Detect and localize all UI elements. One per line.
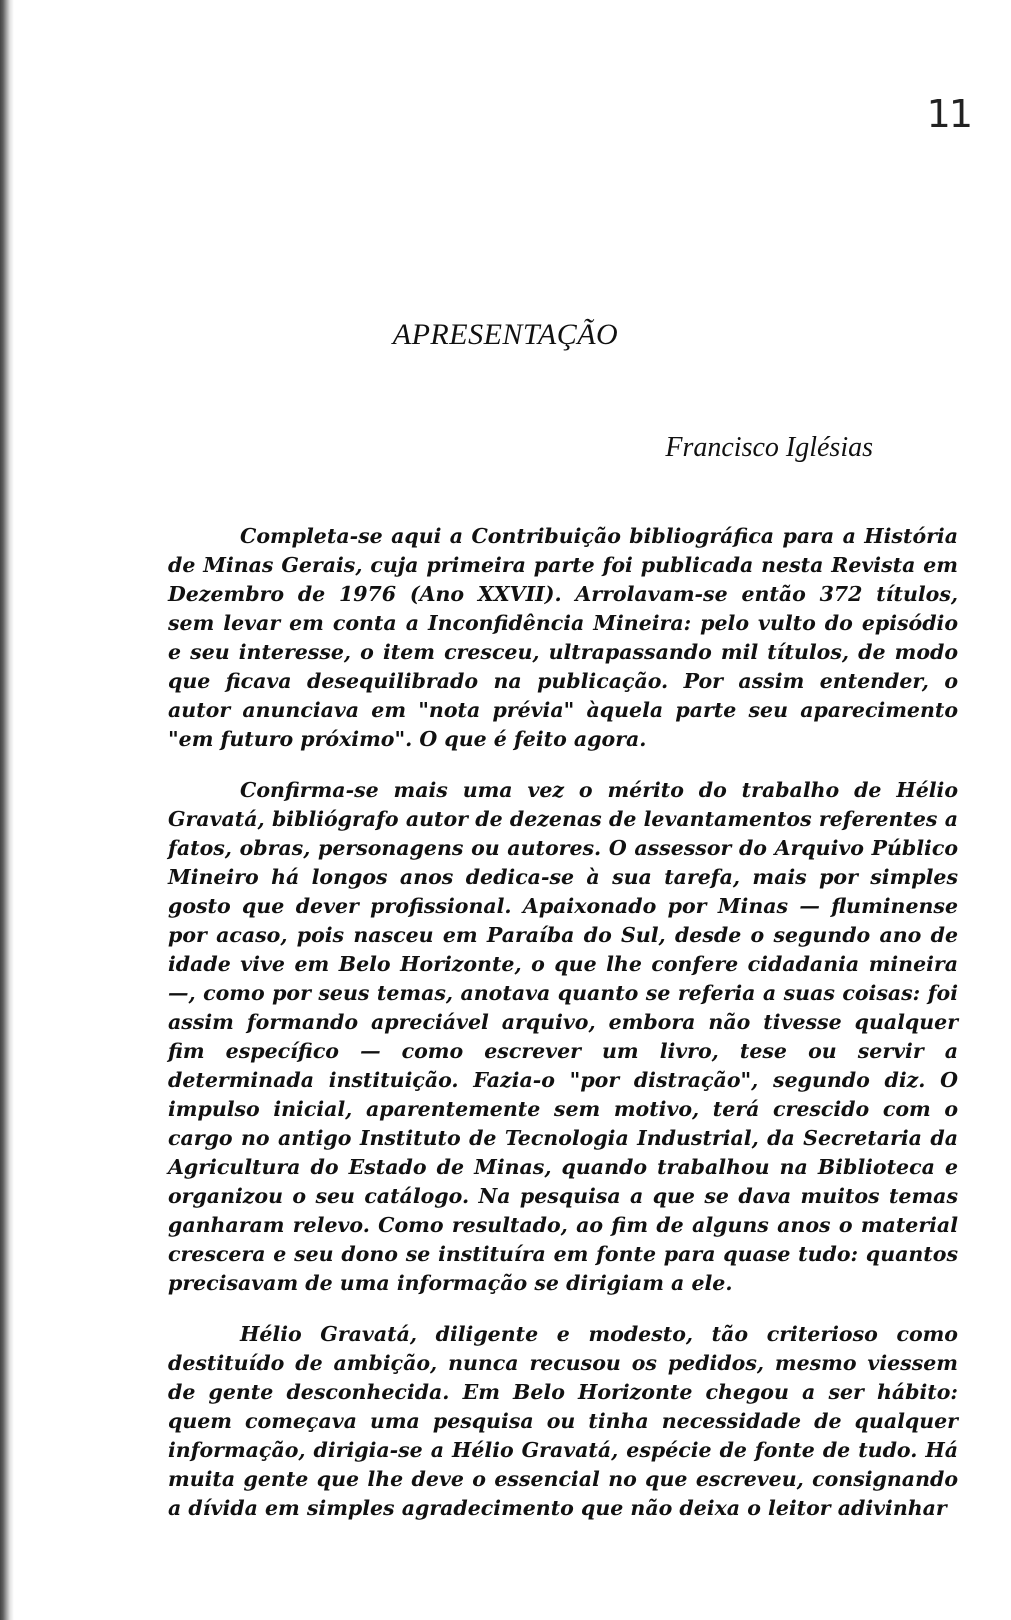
paragraph-1: Completa-se aqui a Contribuição bibliográfica para a História de Minas Gerais, cuja primeira parte foi publicada nesta Revista em Dezembro de 1976 (Ano XXVII). Arrolavam-se então 372 títulos, sem levar em conta a Inconfidência Mineira: pelo vulto do episódio e seu interesse, o item cresceu, ultrapassando mil títulos, de modo que ficava desequilibrado na publicação. Por assim entender, o autor anunciava em "nota prévia" àquela parte seu aparecimento "em futuro próximo". O que é feito agora. [168,524,958,751]
body-text [168,522,958,1545]
paragraph-3: Hélio Gravatá, diligente e modesto, tão criterioso como destituído de ambição, nunca recusou os pedidos, mesmo viessem de gente desconhecida. Em Belo Horizonte chegou a ser hábito: quem começava uma pesquisa ou tinha necessidade de qualquer informação, dirigia-se a Hélio Gravatá, espécie de fonte de tudo. Há muita gente que lhe deve o essencial no que escreveu, consignando a dívida em simples agradecimento que não deixa o leitor adivinhar [168,1322,958,1520]
page-number: 11 [926,92,971,136]
page-title: APRESENTAÇÃO [392,318,619,351]
book-spine-edge [0,0,14,1620]
paragraph-2: Confirma-se mais uma vez o mérito do trabalho de Hélio Gravatá, bibliógrafo autor de dezenas de levantamentos referentes a fatos, obras, personagens ou autores. O assessor do Arquivo Público Mineiro há longos anos dedica-se à sua tarefa, mais por simples gosto que dever profissional. Apaixonado por Minas — fluminense por acaso, pois nasceu em Paraíba do Sul, desde o segundo ano de idade vive em Belo Horizonte, o que lhe confere cidadania mineira —, como por seus temas, anotava quanto se referia a suas coisas: foi assim formando apreciável arquivo, embora não tivesse qualquer fim específico — como escrever um livro, tese ou servir a determinada instituição. Fazia-o "por distração", segundo diz. O impulso inicial, aparentemente sem motivo, terá crescido com o cargo no antigo Instituto de Tecnologia Industrial, da Secretaria da Agricultura do Estado de Minas, quando trabalhou na Biblioteca e organizou o seu catálogo. Na pesquisa a que se dava muitos temas ganharam relevo. Como resultado, ao fim de alguns anos o material crescera e seu dono se instituíra em fonte para quase tudo: quantos precisavam de uma informação se dirigiam a ele. [168,778,958,1295]
author-name: Francisco Iglésias [665,432,873,463]
